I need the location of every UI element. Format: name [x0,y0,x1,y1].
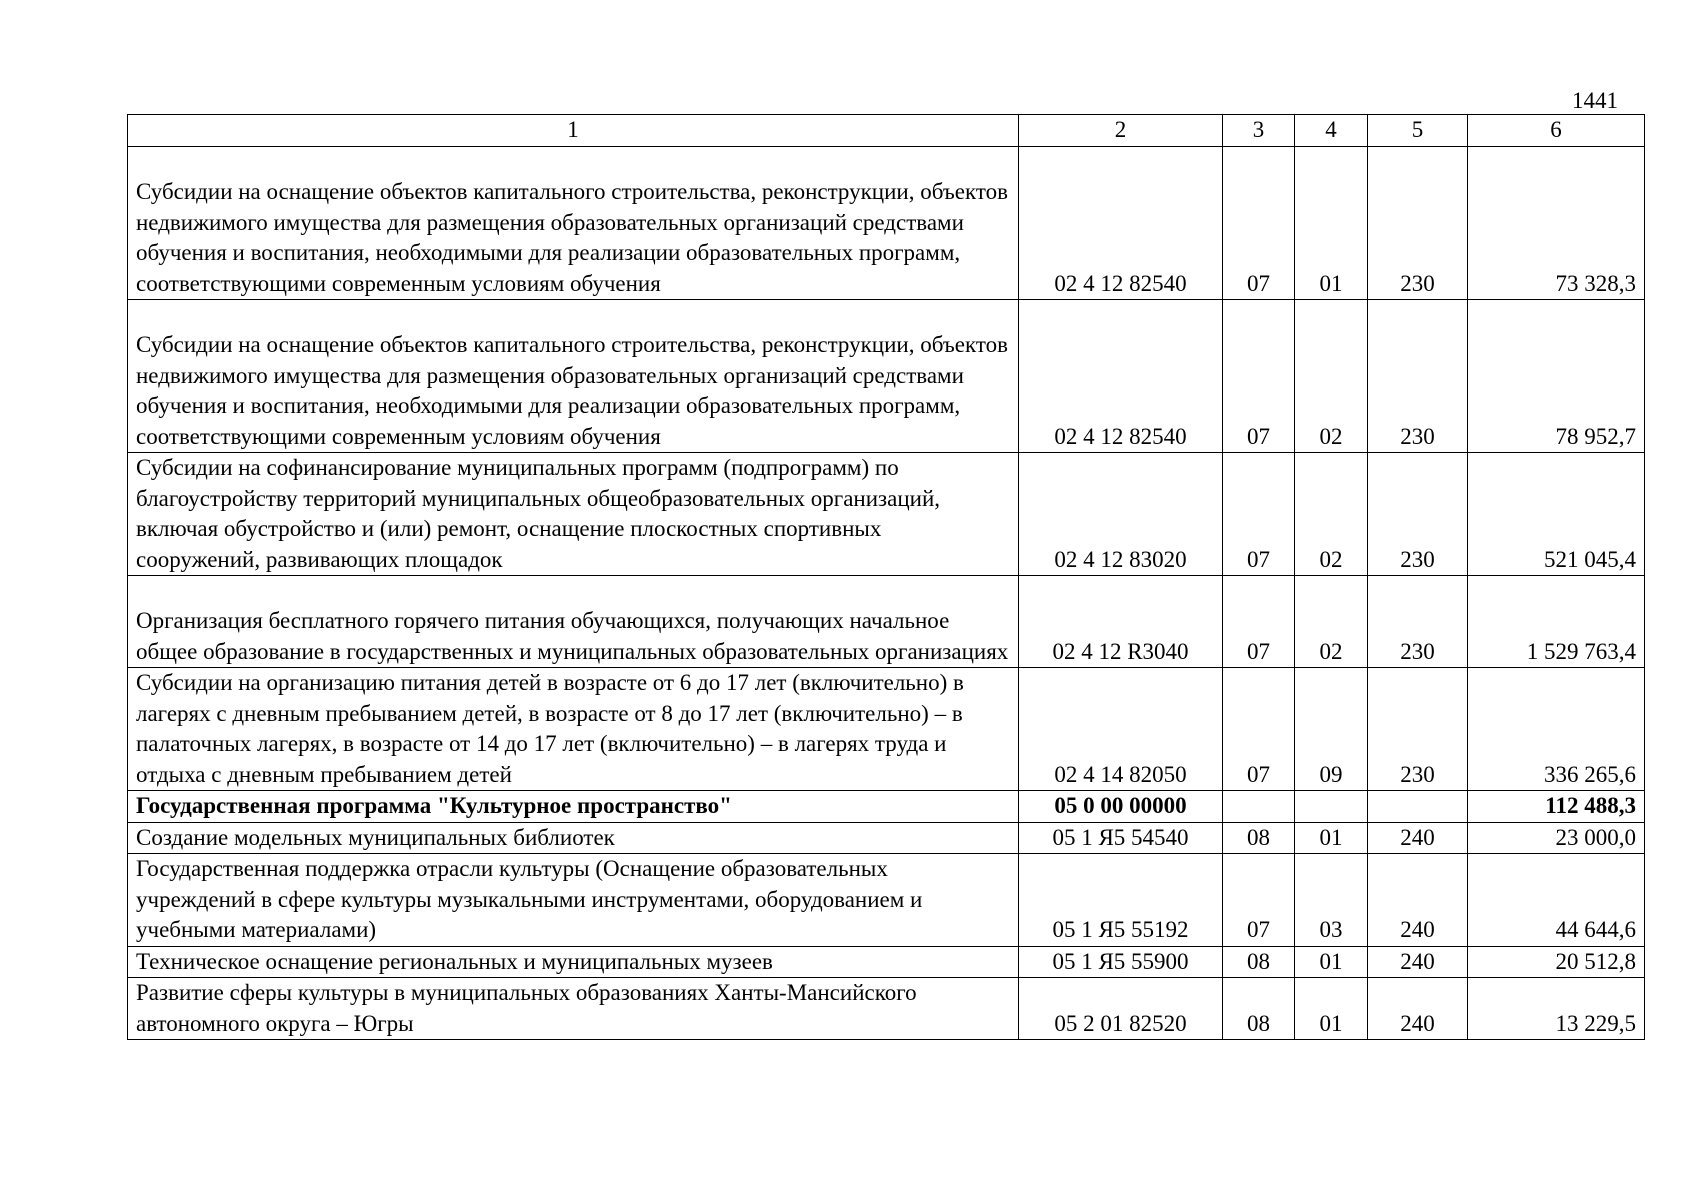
row-code: 02 4 14 82050 [1019,668,1223,791]
row-amount: 73 328,3 [1468,147,1645,300]
row-expense-type: 230 [1368,668,1468,791]
row-section: 07 [1223,147,1295,300]
row-subsection: 01 [1295,978,1368,1040]
row-description: Субсидии на оснащение объектов капитального строительства, реконструкции, объектов недвижимого имущества для размещения образовательных организаций средствами обучения и воспитания, необходимыми для реализации образовательных программ, соответствующими современным условиям обучения [128,147,1019,300]
row-description: Техническое оснащение региональных и муниципальных музеев [128,946,1019,978]
row-subsection: 02 [1295,576,1368,668]
row-expense-type: 230 [1368,453,1468,576]
row-subsection: 01 [1295,946,1368,978]
row-expense-type: 240 [1368,822,1468,854]
row-section: 07 [1223,668,1295,791]
row-section: 08 [1223,946,1295,978]
row-code: 02 4 12 82540 [1019,147,1223,300]
row-section: 07 [1223,453,1295,576]
row-description: Государственная поддержка отрасли культуры (Оснащение образовательных учреждений в сфере культуры музыкальными инструментами, оборудованием и учебными материалами) [128,854,1019,947]
row-code: 02 4 12 82540 [1019,300,1223,453]
row-code: 05 2 01 82520 [1019,978,1223,1040]
row-subsection [1295,791,1368,823]
table-row [128,978,1645,1040]
row-section [1223,791,1295,823]
row-amount: 44 644,6 [1468,854,1645,947]
row-expense-type: 230 [1368,576,1468,668]
row-amount: 78 952,7 [1468,300,1645,453]
page-number: 1441 [1572,88,1618,113]
row-code: 05 1 Я5 54540 [1019,822,1223,854]
row-description: Создание модельных муниципальных библиотек [128,822,1019,854]
header-cell-2: 2 [1019,115,1223,147]
row-subsection: 09 [1295,668,1368,791]
row-expense-type: 240 [1368,978,1468,1040]
row-section: 07 [1223,576,1295,668]
table-row-program [128,791,1645,823]
table-row [128,668,1645,791]
table-row [128,576,1645,668]
row-description: Развитие сферы культуры в муниципальных образованиях Ханты-Мансийского автономного округа – Югры [128,978,1019,1040]
row-amount: 13 229,5 [1468,978,1645,1040]
budget-table [127,114,1645,1040]
header-cell-4: 4 [1295,115,1368,147]
row-description: Государственная программа "Культурное пространство" [128,791,1019,823]
row-expense-type: 240 [1368,946,1468,978]
table-row [128,147,1645,300]
row-code: 05 0 00 00000 [1019,791,1223,823]
row-section: 07 [1223,854,1295,947]
row-description: Субсидии на организацию питания детей в возрасте от 6 до 17 лет (включительно) в лагерях с дневным пребыванием детей, в возрасте от 8 до 17 лет (включительно) – в палаточных лагерях, в возрасте от 14 до 17 лет (включительно) – в лагерях труда и отдыха с дневным пребыванием детей [128,668,1019,791]
row-expense-type: 230 [1368,147,1468,300]
header-cell-3: 3 [1223,115,1295,147]
row-subsection: 02 [1295,453,1368,576]
row-code: 02 4 12 83020 [1019,453,1223,576]
header-cell-1: 1 [128,115,1019,147]
row-subsection: 01 [1295,147,1368,300]
table-row [128,854,1645,947]
row-code: 02 4 12 R3040 [1019,576,1223,668]
table-row [128,453,1645,576]
row-subsection: 02 [1295,300,1368,453]
table-row [128,300,1645,453]
table-row [128,946,1645,978]
header-cell-5: 5 [1368,115,1468,147]
header-row [128,115,1645,147]
row-section: 07 [1223,300,1295,453]
row-amount: 112 488,3 [1468,791,1645,823]
row-expense-type [1368,791,1468,823]
row-amount: 1 529 763,4 [1468,576,1645,668]
header-cell-6: 6 [1468,115,1645,147]
row-amount: 521 045,4 [1468,453,1645,576]
row-expense-type: 240 [1368,854,1468,947]
row-subsection: 03 [1295,854,1368,947]
table-row [128,822,1645,854]
row-description: Субсидии на софинансирование муниципальных программ (подпрограмм) по благоустройству территорий муниципальных общеобразовательных организаций, включая обустройство и (или) ремонт, оснащение плоскостных спортивных сооружений, развивающих площадок [128,453,1019,576]
row-code: 05 1 Я5 55192 [1019,854,1223,947]
row-section: 08 [1223,978,1295,1040]
row-amount: 23 000,0 [1468,822,1645,854]
row-expense-type: 230 [1368,300,1468,453]
row-subsection: 01 [1295,822,1368,854]
row-amount: 336 265,6 [1468,668,1645,791]
row-description: Субсидии на оснащение объектов капитального строительства, реконструкции, объектов недвижимого имущества для размещения образовательных организаций средствами обучения и воспитания, необходимыми для реализации образовательных программ, соответствующими современным условиям обучения [128,300,1019,453]
row-code: 05 1 Я5 55900 [1019,946,1223,978]
row-amount: 20 512,8 [1468,946,1645,978]
row-description: Организация бесплатного горячего питания обучающихся, получающих начальное общее образование в государственных и муниципальных образовательных организациях [128,576,1019,668]
row-section: 08 [1223,822,1295,854]
